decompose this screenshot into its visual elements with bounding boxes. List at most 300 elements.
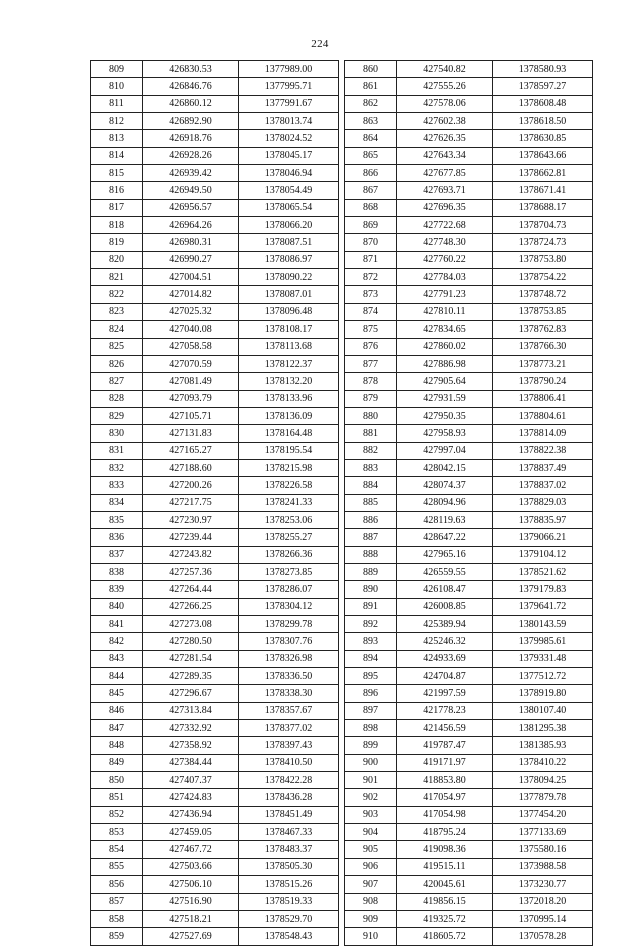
x-coordinate-cell: 427791.23	[397, 286, 493, 303]
x-coordinate-cell: 421778.23	[397, 702, 493, 719]
x-coordinate-cell: 427289.35	[143, 668, 239, 685]
x-coordinate-cell: 427313.84	[143, 702, 239, 719]
point-number-cell: 826	[91, 355, 143, 372]
table-row	[345, 182, 593, 199]
table-row	[345, 928, 593, 945]
x-coordinate-cell: 427280.50	[143, 633, 239, 650]
y-coordinate-cell: 1378253.06	[239, 511, 339, 528]
y-coordinate-cell: 1378790.24	[493, 373, 593, 390]
table-row	[345, 286, 593, 303]
table-row	[91, 199, 339, 216]
point-number-cell: 853	[91, 824, 143, 841]
point-number-cell: 902	[345, 789, 397, 806]
x-coordinate-cell: 427004.51	[143, 269, 239, 286]
point-number-cell: 868	[345, 199, 397, 216]
y-coordinate-cell: 1378377.02	[239, 720, 339, 737]
table-row	[91, 910, 339, 927]
table-row	[91, 616, 339, 633]
x-coordinate-cell: 427503.66	[143, 858, 239, 875]
table-row	[91, 477, 339, 494]
point-number-cell: 811	[91, 95, 143, 112]
point-number-cell: 859	[91, 928, 143, 945]
x-coordinate-cell: 426846.76	[143, 78, 239, 95]
x-coordinate-cell: 427070.59	[143, 355, 239, 372]
y-coordinate-cell: 1378804.61	[493, 407, 593, 424]
table-row	[345, 373, 593, 390]
x-coordinate-cell: 426949.50	[143, 182, 239, 199]
point-number-cell: 849	[91, 754, 143, 771]
point-number-cell: 894	[345, 650, 397, 667]
table-row	[91, 61, 339, 78]
y-coordinate-cell: 1380143.59	[493, 616, 593, 633]
y-coordinate-cell: 1378704.73	[493, 217, 593, 234]
x-coordinate-cell: 427578.06	[397, 95, 493, 112]
table-row	[345, 772, 593, 789]
point-number-cell: 904	[345, 824, 397, 841]
point-number-cell: 822	[91, 286, 143, 303]
y-coordinate-cell: 1378195.54	[239, 442, 339, 459]
table-row	[91, 737, 339, 754]
x-coordinate-cell: 427358.92	[143, 737, 239, 754]
table-row	[91, 251, 339, 268]
x-coordinate-cell: 419325.72	[397, 910, 493, 927]
table-row	[345, 234, 593, 251]
table-row	[91, 165, 339, 182]
x-coordinate-cell: 426990.27	[143, 251, 239, 268]
x-coordinate-cell: 427273.08	[143, 616, 239, 633]
x-coordinate-cell: 426108.47	[397, 581, 493, 598]
point-number-cell: 874	[345, 303, 397, 320]
x-coordinate-cell: 425389.94	[397, 616, 493, 633]
y-coordinate-cell: 1381295.38	[493, 720, 593, 737]
x-coordinate-cell: 427905.64	[397, 373, 493, 390]
point-number-cell: 899	[345, 737, 397, 754]
y-coordinate-cell: 1378226.58	[239, 477, 339, 494]
y-coordinate-cell: 1378410.22	[493, 754, 593, 771]
table-row	[91, 390, 339, 407]
y-coordinate-cell: 1378766.30	[493, 338, 593, 355]
point-number-cell: 847	[91, 720, 143, 737]
y-coordinate-cell: 1379179.83	[493, 581, 593, 598]
x-coordinate-cell: 427965.16	[397, 546, 493, 563]
point-number-cell: 848	[91, 737, 143, 754]
x-coordinate-cell: 428647.22	[397, 529, 493, 546]
x-coordinate-cell: 427217.75	[143, 494, 239, 511]
point-number-cell: 883	[345, 459, 397, 476]
y-coordinate-cell: 1378266.36	[239, 546, 339, 563]
table-row	[345, 598, 593, 615]
table-row	[91, 95, 339, 112]
table-row	[91, 338, 339, 355]
y-coordinate-cell: 1378338.30	[239, 685, 339, 702]
y-coordinate-cell: 1378241.33	[239, 494, 339, 511]
coordinate-table-right	[344, 60, 593, 946]
point-number-cell: 813	[91, 130, 143, 147]
point-number-cell: 844	[91, 668, 143, 685]
y-coordinate-cell: 1378136.09	[239, 407, 339, 424]
y-coordinate-cell: 1378529.70	[239, 910, 339, 927]
point-number-cell: 905	[345, 841, 397, 858]
x-coordinate-cell: 427239.44	[143, 529, 239, 546]
x-coordinate-cell: 424933.69	[397, 650, 493, 667]
table-row	[345, 113, 593, 130]
x-coordinate-cell: 427555.26	[397, 78, 493, 95]
table-row	[91, 546, 339, 563]
x-coordinate-cell: 428074.37	[397, 477, 493, 494]
point-number-cell: 832	[91, 459, 143, 476]
x-coordinate-cell: 421997.59	[397, 685, 493, 702]
y-coordinate-cell: 1378835.97	[493, 511, 593, 528]
point-number-cell: 864	[345, 130, 397, 147]
table-row	[345, 511, 593, 528]
point-number-cell: 810	[91, 78, 143, 95]
y-coordinate-cell: 1377989.00	[239, 61, 339, 78]
y-coordinate-cell: 1378304.12	[239, 598, 339, 615]
point-number-cell: 884	[345, 477, 397, 494]
table-row	[345, 407, 593, 424]
y-coordinate-cell: 1377879.78	[493, 789, 593, 806]
y-coordinate-cell: 1380107.40	[493, 702, 593, 719]
point-number-cell: 830	[91, 425, 143, 442]
table-row	[345, 321, 593, 338]
x-coordinate-cell: 426860.12	[143, 95, 239, 112]
x-coordinate-cell: 427266.25	[143, 598, 239, 615]
y-coordinate-cell: 1378515.26	[239, 876, 339, 893]
table-row	[91, 511, 339, 528]
point-number-cell: 863	[345, 113, 397, 130]
y-coordinate-cell: 1378045.17	[239, 147, 339, 164]
y-coordinate-cell: 1378597.27	[493, 78, 593, 95]
y-coordinate-cell: 1378643.66	[493, 147, 593, 164]
table-row	[91, 754, 339, 771]
table-row	[91, 78, 339, 95]
x-coordinate-cell: 427281.54	[143, 650, 239, 667]
y-coordinate-cell: 1378806.41	[493, 390, 593, 407]
x-coordinate-cell: 427188.60	[143, 459, 239, 476]
y-coordinate-cell: 1378024.52	[239, 130, 339, 147]
x-coordinate-cell: 419098.36	[397, 841, 493, 858]
point-number-cell: 906	[345, 858, 397, 875]
point-number-cell: 837	[91, 546, 143, 563]
x-coordinate-cell: 427518.21	[143, 910, 239, 927]
x-coordinate-cell: 419787.47	[397, 737, 493, 754]
table-row	[345, 269, 593, 286]
point-number-cell: 834	[91, 494, 143, 511]
x-coordinate-cell: 427643.34	[397, 147, 493, 164]
point-number-cell: 818	[91, 217, 143, 234]
x-coordinate-cell: 427540.82	[397, 61, 493, 78]
point-number-cell: 812	[91, 113, 143, 130]
point-number-cell: 875	[345, 321, 397, 338]
table-row	[345, 893, 593, 910]
y-coordinate-cell: 1378837.02	[493, 477, 593, 494]
x-coordinate-cell: 426008.85	[397, 598, 493, 615]
point-number-cell: 846	[91, 702, 143, 719]
point-number-cell: 855	[91, 858, 143, 875]
point-number-cell: 860	[345, 61, 397, 78]
point-number-cell: 876	[345, 338, 397, 355]
table-row	[345, 425, 593, 442]
y-coordinate-cell: 1378580.93	[493, 61, 593, 78]
table-row	[345, 806, 593, 823]
x-coordinate-cell: 427997.04	[397, 442, 493, 459]
table-row	[91, 841, 339, 858]
y-coordinate-cell: 1378505.30	[239, 858, 339, 875]
y-coordinate-cell: 1378822.38	[493, 442, 593, 459]
y-coordinate-cell: 1378094.25	[493, 772, 593, 789]
x-coordinate-cell: 426939.42	[143, 165, 239, 182]
x-coordinate-cell: 427243.82	[143, 546, 239, 563]
point-number-cell: 885	[345, 494, 397, 511]
y-coordinate-cell: 1378086.97	[239, 251, 339, 268]
point-number-cell: 887	[345, 529, 397, 546]
x-coordinate-cell: 427424.83	[143, 789, 239, 806]
y-coordinate-cell: 1378357.67	[239, 702, 339, 719]
y-coordinate-cell: 1378164.48	[239, 425, 339, 442]
table-row	[345, 685, 593, 702]
x-coordinate-cell: 419856.15	[397, 893, 493, 910]
y-coordinate-cell: 1378096.48	[239, 303, 339, 320]
y-coordinate-cell: 1378436.28	[239, 789, 339, 806]
y-coordinate-cell: 1378753.80	[493, 251, 593, 268]
point-number-cell: 872	[345, 269, 397, 286]
x-coordinate-cell: 427332.92	[143, 720, 239, 737]
x-coordinate-cell: 428094.96	[397, 494, 493, 511]
y-coordinate-cell: 1378066.20	[239, 217, 339, 234]
point-number-cell: 910	[345, 928, 397, 945]
x-coordinate-cell: 426830.53	[143, 61, 239, 78]
table-row	[345, 876, 593, 893]
table-row	[91, 182, 339, 199]
point-number-cell: 890	[345, 581, 397, 598]
y-coordinate-cell: 1378467.33	[239, 824, 339, 841]
table-row	[345, 858, 593, 875]
point-number-cell: 878	[345, 373, 397, 390]
y-coordinate-cell: 1378255.27	[239, 529, 339, 546]
y-coordinate-cell: 1378837.49	[493, 459, 593, 476]
point-number-cell: 824	[91, 321, 143, 338]
table-row	[345, 338, 593, 355]
x-coordinate-cell: 426892.90	[143, 113, 239, 130]
point-number-cell: 886	[345, 511, 397, 528]
y-coordinate-cell: 1378046.94	[239, 165, 339, 182]
point-number-cell: 851	[91, 789, 143, 806]
y-coordinate-cell: 1378814.09	[493, 425, 593, 442]
x-coordinate-cell: 427025.32	[143, 303, 239, 320]
table-row	[345, 78, 593, 95]
point-number-cell: 852	[91, 806, 143, 823]
table-row	[345, 789, 593, 806]
x-coordinate-cell: 426980.31	[143, 234, 239, 251]
y-coordinate-cell: 1379104.12	[493, 546, 593, 563]
table-row	[91, 442, 339, 459]
x-coordinate-cell: 427527.69	[143, 928, 239, 945]
table-row	[91, 407, 339, 424]
x-coordinate-cell: 427131.83	[143, 425, 239, 442]
table-row	[91, 876, 339, 893]
table-row	[345, 720, 593, 737]
point-number-cell: 898	[345, 720, 397, 737]
x-coordinate-cell: 426928.26	[143, 147, 239, 164]
y-coordinate-cell: 1378483.37	[239, 841, 339, 858]
point-number-cell: 903	[345, 806, 397, 823]
y-coordinate-cell: 1379985.61	[493, 633, 593, 650]
table-row	[91, 234, 339, 251]
y-coordinate-cell: 1378336.50	[239, 668, 339, 685]
x-coordinate-cell: 427693.71	[397, 182, 493, 199]
table-row	[91, 685, 339, 702]
table-row	[345, 529, 593, 546]
point-number-cell: 877	[345, 355, 397, 372]
table-row	[345, 546, 593, 563]
point-number-cell: 814	[91, 147, 143, 164]
y-coordinate-cell: 1378754.22	[493, 269, 593, 286]
table-row	[91, 563, 339, 580]
table-row	[91, 373, 339, 390]
table-row	[345, 303, 593, 320]
x-coordinate-cell: 427459.05	[143, 824, 239, 841]
point-number-cell: 840	[91, 598, 143, 615]
table-row	[91, 824, 339, 841]
point-number-cell: 896	[345, 685, 397, 702]
point-number-cell: 881	[345, 425, 397, 442]
point-number-cell: 891	[345, 598, 397, 615]
point-number-cell: 841	[91, 616, 143, 633]
point-number-cell: 845	[91, 685, 143, 702]
x-coordinate-cell: 427436.94	[143, 806, 239, 823]
table-row	[91, 113, 339, 130]
x-coordinate-cell: 427931.59	[397, 390, 493, 407]
x-coordinate-cell: 427696.35	[397, 199, 493, 216]
y-coordinate-cell: 1377512.72	[493, 668, 593, 685]
y-coordinate-cell: 1378087.01	[239, 286, 339, 303]
page-number: 224	[311, 38, 329, 50]
x-coordinate-cell: 418605.72	[397, 928, 493, 945]
point-number-cell: 843	[91, 650, 143, 667]
x-coordinate-cell: 427760.22	[397, 251, 493, 268]
point-number-cell: 854	[91, 841, 143, 858]
table-row	[345, 130, 593, 147]
x-coordinate-cell: 427958.93	[397, 425, 493, 442]
y-coordinate-cell: 1377995.71	[239, 78, 339, 95]
y-coordinate-cell: 1377454.20	[493, 806, 593, 823]
y-coordinate-cell: 1378671.41	[493, 182, 593, 199]
y-coordinate-cell: 1370578.28	[493, 928, 593, 945]
y-coordinate-cell: 1381385.93	[493, 737, 593, 754]
y-coordinate-cell: 1378521.62	[493, 563, 593, 580]
table-row	[345, 910, 593, 927]
y-coordinate-cell: 1378410.50	[239, 754, 339, 771]
point-number-cell: 893	[345, 633, 397, 650]
table-row	[345, 95, 593, 112]
y-coordinate-cell: 1378662.81	[493, 165, 593, 182]
point-number-cell: 820	[91, 251, 143, 268]
y-coordinate-cell: 1378397.43	[239, 737, 339, 754]
y-coordinate-cell: 1378113.68	[239, 338, 339, 355]
point-number-cell: 888	[345, 546, 397, 563]
y-coordinate-cell: 1378608.48	[493, 95, 593, 112]
x-coordinate-cell: 427257.36	[143, 563, 239, 580]
x-coordinate-cell: 426956.57	[143, 199, 239, 216]
y-coordinate-cell: 1378519.33	[239, 893, 339, 910]
y-coordinate-cell: 1372018.20	[493, 893, 593, 910]
y-coordinate-cell: 1370995.14	[493, 910, 593, 927]
y-coordinate-cell: 1378773.21	[493, 355, 593, 372]
table-row	[345, 477, 593, 494]
point-number-cell: 892	[345, 616, 397, 633]
table-row	[345, 754, 593, 771]
point-number-cell: 901	[345, 772, 397, 789]
table-row	[345, 199, 593, 216]
point-number-cell: 858	[91, 910, 143, 927]
point-number-cell: 821	[91, 269, 143, 286]
y-coordinate-cell: 1378108.17	[239, 321, 339, 338]
table-row	[345, 702, 593, 719]
x-coordinate-cell: 418795.24	[397, 824, 493, 841]
table-row	[91, 459, 339, 476]
point-number-cell: 835	[91, 511, 143, 528]
table-row	[345, 217, 593, 234]
x-coordinate-cell: 417054.97	[397, 789, 493, 806]
x-coordinate-cell: 417054.98	[397, 806, 493, 823]
x-coordinate-cell: 425246.32	[397, 633, 493, 650]
y-coordinate-cell: 1378307.76	[239, 633, 339, 650]
y-coordinate-cell: 1378748.72	[493, 286, 593, 303]
point-number-cell: 833	[91, 477, 143, 494]
table-row	[345, 147, 593, 164]
table-row	[345, 494, 593, 511]
y-coordinate-cell: 1378122.37	[239, 355, 339, 372]
table-row	[345, 668, 593, 685]
point-number-cell: 857	[91, 893, 143, 910]
point-number-cell: 897	[345, 702, 397, 719]
y-coordinate-cell: 1373988.58	[493, 858, 593, 875]
x-coordinate-cell: 419171.97	[397, 754, 493, 771]
table-row	[91, 217, 339, 234]
y-coordinate-cell: 1378054.49	[239, 182, 339, 199]
point-number-cell: 880	[345, 407, 397, 424]
x-coordinate-cell: 427886.98	[397, 355, 493, 372]
x-coordinate-cell: 427784.03	[397, 269, 493, 286]
point-number-cell: 900	[345, 754, 397, 771]
coordinate-table-left	[90, 60, 339, 946]
table-row	[91, 581, 339, 598]
y-coordinate-cell: 1378013.74	[239, 113, 339, 130]
y-coordinate-cell: 1378630.85	[493, 130, 593, 147]
point-number-cell: 861	[345, 78, 397, 95]
y-coordinate-cell: 1375580.16	[493, 841, 593, 858]
x-coordinate-cell: 427748.30	[397, 234, 493, 251]
table-row	[91, 858, 339, 875]
table-row	[91, 633, 339, 650]
table-row	[91, 806, 339, 823]
table-row	[345, 650, 593, 667]
point-number-cell: 862	[345, 95, 397, 112]
point-number-cell: 819	[91, 234, 143, 251]
point-number-cell: 866	[345, 165, 397, 182]
point-number-cell: 879	[345, 390, 397, 407]
x-coordinate-cell: 420045.61	[397, 876, 493, 893]
table-row	[345, 824, 593, 841]
point-number-cell: 889	[345, 563, 397, 580]
table-row	[91, 529, 339, 546]
y-coordinate-cell: 1378919.80	[493, 685, 593, 702]
point-number-cell: 817	[91, 199, 143, 216]
y-coordinate-cell: 1378090.22	[239, 269, 339, 286]
table-row	[345, 251, 593, 268]
x-coordinate-cell: 418853.80	[397, 772, 493, 789]
x-coordinate-cell: 427834.65	[397, 321, 493, 338]
